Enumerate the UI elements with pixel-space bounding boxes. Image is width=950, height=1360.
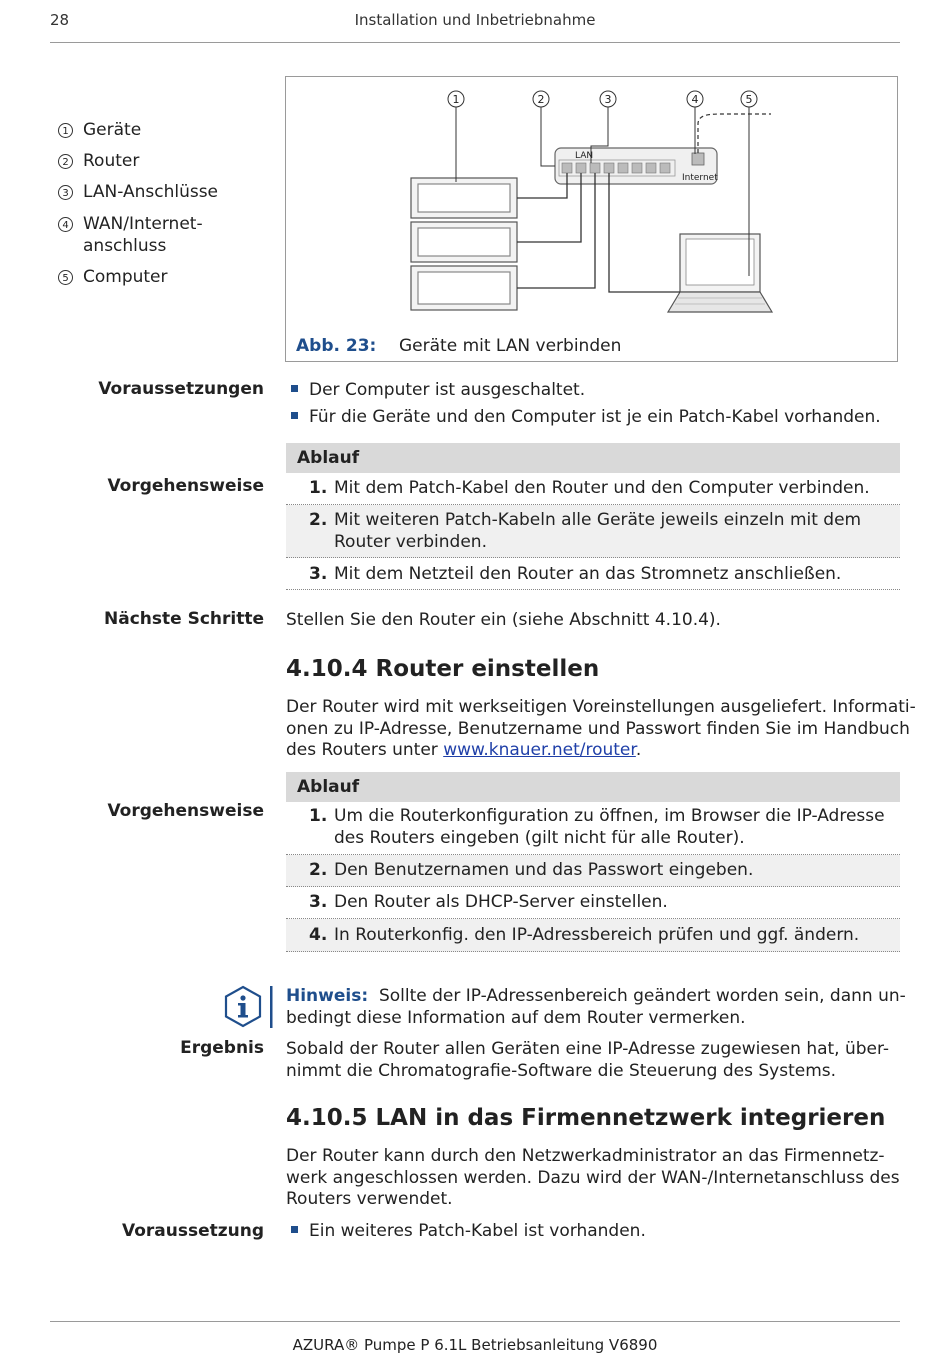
- bullet-square: [291, 385, 298, 392]
- intro-line: Routers verwendet.: [286, 1189, 453, 1209]
- section-heading: 4.10.5 LAN in das Firmennetzwerk integrieren: [286, 1105, 886, 1131]
- bullet-square: [291, 1226, 298, 1233]
- wan-port: [692, 153, 704, 165]
- note-label: Hinweis:: [286, 986, 369, 1006]
- lan-port: [660, 163, 670, 173]
- result-line: Sobald der Router allen Geräten eine IP-Adresse zugewiesen hat, über-: [286, 1039, 890, 1059]
- procedure-label: Vorgehensweise: [107, 476, 264, 496]
- legend-label: Computer: [83, 267, 168, 287]
- result-label: Ergebnis: [180, 1038, 264, 1058]
- router: [555, 148, 718, 184]
- lan-port: [590, 163, 600, 173]
- device-panel: [418, 184, 510, 212]
- step-text: In Routerkonfig. den IP-Adressbereich prüfen und ggf. ändern.: [334, 925, 860, 945]
- legend-number: 2: [58, 154, 73, 169]
- step-text-line1: Mit weiteren Patch-Kabeln alle Geräte jeweils einzeln mit dem: [334, 510, 862, 530]
- laptop: [668, 234, 772, 312]
- step-number: 2.: [309, 860, 328, 880]
- legend-label: LAN-Anschlüsse: [83, 182, 219, 202]
- legend-number: 1: [58, 123, 73, 138]
- bullet-text: Ein weiteres Patch-Kabel ist vorhanden.: [309, 1221, 646, 1241]
- step-text: Mit dem Netzteil den Router an das Stromnetz anschließen.: [334, 564, 842, 584]
- figure-caption-text: Geräte mit LAN verbinden: [399, 336, 622, 356]
- note-text: Sollte der IP-Adressenbereich geändert worden sein, dann un-: [378, 986, 906, 1006]
- lan-port: [562, 163, 572, 173]
- cable: [609, 173, 680, 292]
- legend-number: 5: [58, 270, 73, 285]
- legend-number: 4: [58, 217, 73, 232]
- laptop-base: [668, 292, 772, 312]
- intro-line: werk angeschlossen werden. Dazu wird der WAN-/Internetanschluss des: [286, 1167, 900, 1188]
- note-block: [286, 986, 906, 1029]
- laptop-screen: [686, 239, 754, 285]
- ablauf-header: Ablauf: [286, 772, 900, 802]
- router-lan-label: LAN: [575, 151, 594, 161]
- legend-label: Geräte: [83, 120, 142, 140]
- intro-paragraph: [286, 697, 916, 762]
- footer-rule: [50, 1321, 900, 1322]
- step-number: 1.: [309, 806, 328, 826]
- procedure-step: [286, 473, 900, 505]
- step-text: Den Benutzernamen und das Passwort eingeben.: [334, 860, 754, 880]
- lan-port: [576, 163, 586, 173]
- intro-line: onen zu IP-Adresse, Benutzername und Passwort finden Sie im Handbuch: [286, 718, 910, 739]
- cable: [517, 173, 595, 288]
- step-text-line2: Router verbinden.: [334, 531, 487, 552]
- step-number: 4.: [309, 925, 328, 945]
- step-number: 3.: [309, 892, 328, 912]
- procedure-step: [286, 919, 900, 952]
- step-text-line1: Um die Routerkonfiguration zu öffnen, im Browser die IP-Adresse: [334, 806, 885, 826]
- intro-line: [286, 740, 916, 762]
- device-panel: [418, 228, 510, 256]
- prereq-label: Voraussetzungen: [98, 379, 264, 399]
- lan-port: [604, 163, 614, 173]
- leader-line: [541, 107, 555, 166]
- bullet-text: Für die Geräte und den Computer ist je ein Patch-Kabel vorhanden.: [309, 407, 881, 427]
- procedure-step: [286, 802, 900, 855]
- intro-line-prefix: des Routers unter: [286, 740, 444, 760]
- device-stack: [411, 178, 517, 310]
- legend-number: 3: [58, 185, 73, 200]
- step-number: 3.: [309, 564, 328, 584]
- router-manual-link[interactable]: www.knauer.net/router: [443, 740, 636, 760]
- callout-number: 5: [745, 93, 753, 106]
- step-number: 1.: [309, 478, 328, 498]
- procedure-step: [286, 855, 900, 887]
- figure-caption-label: Abb. 23:: [296, 336, 377, 356]
- bullet-item: [291, 1221, 646, 1243]
- internet-cable: [698, 114, 771, 153]
- next-steps-text: Stellen Sie den Router ein (siehe Abschnitt 4.10.4).: [286, 610, 721, 630]
- info-hexagon-icon: [222, 984, 274, 1030]
- network-diagram: [285, 76, 898, 362]
- legend-label-line2: anschluss: [83, 235, 167, 256]
- cables: [517, 173, 680, 292]
- lan-port: [646, 163, 656, 173]
- ablauf-header: Ablauf: [286, 443, 900, 473]
- intro-line: Der Router wird mit werkseitigen Voreinstellungen ausgeliefert. Informati-: [286, 697, 916, 717]
- result-line: nimmt die Chromatografie-Software die Steuerung des Systems.: [286, 1060, 837, 1081]
- bullet-text: Der Computer ist ausgeschaltet.: [309, 380, 586, 400]
- intro-line: Der Router kann durch den Netzwerkadministrator an das Firmennetz-: [286, 1146, 885, 1166]
- prereq-label: Voraussetzung: [121, 1221, 264, 1241]
- result-paragraph: [286, 1039, 889, 1082]
- running-header-title: Installation und Inbetriebnahme: [354, 11, 596, 29]
- note-line: [286, 986, 906, 1008]
- router-internet-label: Internet: [682, 173, 718, 183]
- legend-label-line1: WAN/Internet-: [83, 214, 203, 234]
- step-text: Den Router als DHCP-Server einstellen.: [334, 892, 668, 912]
- next-steps-label: Nächste Schritte: [104, 609, 264, 629]
- callout-number: 3: [604, 93, 612, 106]
- step-text: Mit dem Patch-Kabel den Router und den Computer verbinden.: [334, 478, 870, 498]
- lan-port: [618, 163, 628, 173]
- lan-port: [632, 163, 642, 173]
- procedure-step: [286, 887, 900, 919]
- step-number: 2.: [309, 510, 328, 530]
- callout-number: 4: [691, 93, 699, 106]
- page-number: 28: [50, 11, 70, 29]
- device-panel: [418, 272, 510, 304]
- procedure-step: [286, 558, 900, 590]
- section-heading: 4.10.4 Router einstellen: [286, 656, 600, 682]
- intro-line-suffix: .: [635, 740, 642, 760]
- bullet-square: [291, 412, 298, 419]
- bullet-item: [291, 407, 881, 429]
- step-text-line2: des Routers eingeben (gilt nicht für alle Router).: [334, 827, 745, 848]
- intro-paragraph: [286, 1146, 900, 1211]
- procedure-label: Vorgehensweise: [107, 801, 264, 821]
- legend-label: Router: [83, 151, 140, 171]
- footer-text: AZURA® Pumpe P 6.1L Betriebsanleitung V6890: [292, 1336, 658, 1354]
- procedure-step: [286, 505, 900, 558]
- bullet-item: [291, 380, 585, 402]
- header-rule: [50, 42, 900, 43]
- callout-number: 2: [537, 93, 545, 106]
- callout-number: 1: [452, 93, 460, 106]
- note-line: bedingt diese Information auf dem Router vermerken.: [286, 1007, 746, 1028]
